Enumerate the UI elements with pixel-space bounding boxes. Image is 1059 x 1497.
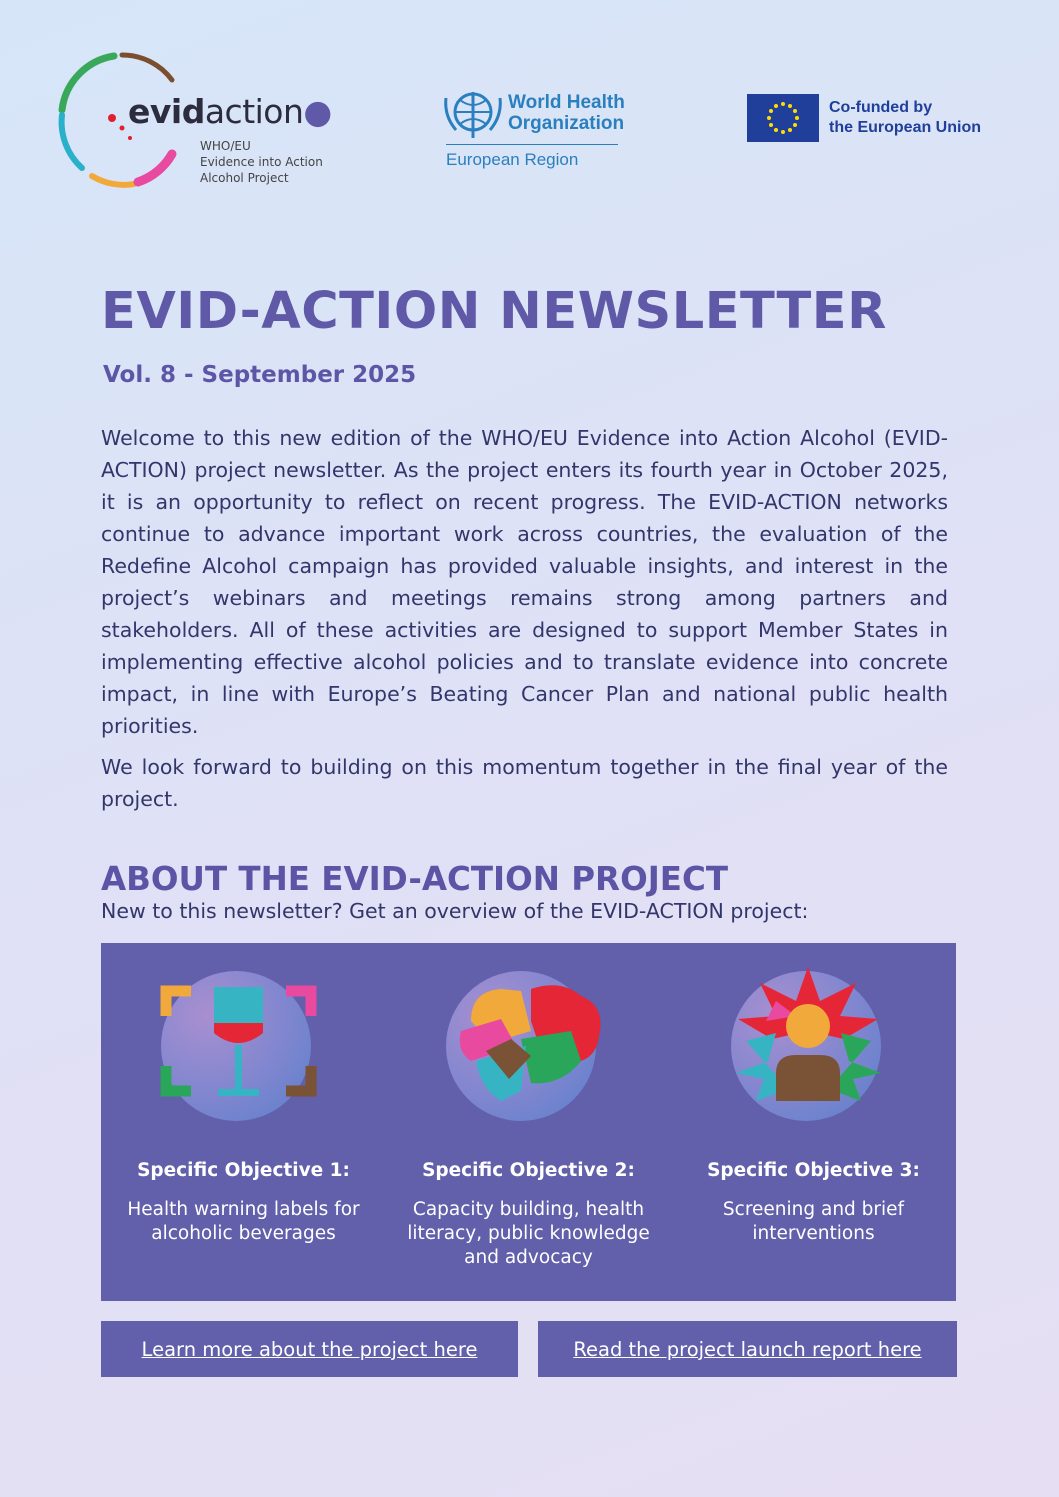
- eu-flag-icon: [747, 94, 819, 142]
- volume-date: Vol. 8 - September 2025: [103, 362, 417, 388]
- eu-cofunded-logo: [747, 94, 997, 146]
- objective-heading: Specific Objective 2:: [422, 1160, 635, 1181]
- objective-1: [101, 943, 386, 1301]
- who-region: European Region: [446, 150, 579, 169]
- who-emblem-icon: [442, 86, 504, 142]
- objective-description: Capacity building, health literacy, public knowledge and advocacy: [407, 1199, 650, 1268]
- brain-icon: [431, 961, 616, 1131]
- objective-heading: Specific Objective 3:: [707, 1160, 920, 1181]
- objective-3: [671, 943, 956, 1301]
- wine-glass-icon: [146, 961, 331, 1131]
- eu-cofunded-text: Co-funded by the European Union: [829, 99, 981, 136]
- who-logo: [440, 84, 630, 174]
- who-divider: [446, 144, 618, 145]
- who-name: World Health Organization: [508, 92, 625, 134]
- intro-closing-paragraph: We look forward to building on this momentum together in the final year of the project.: [101, 755, 948, 811]
- objective-2: [386, 943, 671, 1301]
- launch-report-link[interactable]: Read the project launch report here: [538, 1321, 957, 1377]
- person-burst-icon: [716, 961, 901, 1131]
- objectives-panel: [101, 943, 956, 1301]
- learn-more-link[interactable]: Learn more about the project here: [101, 1321, 518, 1377]
- evid-action-logo: [52, 50, 332, 195]
- evid-subtitle: WHO/EU Evidence into Action Alcohol Project: [200, 139, 323, 185]
- about-section-title: ABOUT THE EVID-ACTION PROJECT: [101, 860, 729, 898]
- objective-description: Health warning labels for alcoholic beverages: [127, 1199, 360, 1244]
- objective-heading: Specific Objective 1:: [137, 1160, 350, 1181]
- evid-wordmark: evidaction●: [128, 92, 332, 131]
- newsletter-title: EVID-ACTION NEWSLETTER: [101, 282, 887, 341]
- about-section-subtitle: New to this newsletter? Get an overview of the EVID-ACTION project:: [101, 899, 809, 923]
- intro-paragraph: Welcome to this new edition of the WHO/EU Evidence into Action Alcohol (EVID-ACTION) project newsletter. As the project enters its fourth year in October 2025, it is an opportunity to reflect on recent progress. The EVID-ACTION networks continue to advance important work across countries, the evaluation of the Redefine Alcohol campaign has provided valuable insights, and interest in the project’s webinars and meetings remains strong among partners and stakeholders. All of these activities are designed to support Member States in implementing effective alcohol policies and to translate evidence into concrete impact, in line with Europe’s Beating Cancer Plan and national public health priorities.: [101, 426, 948, 738]
- objective-description: Screening and brief interventions: [722, 1199, 905, 1244]
